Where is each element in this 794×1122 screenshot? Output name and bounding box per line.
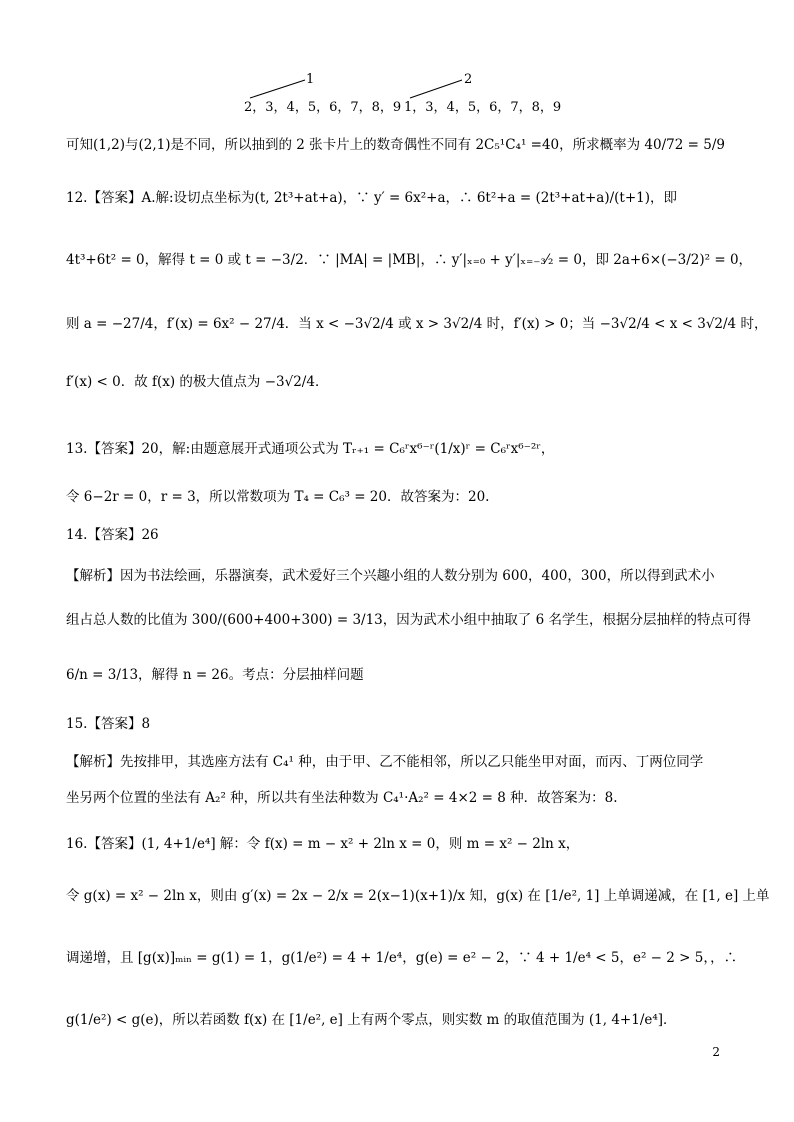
text-line: 令 g(x) = x² − 2ln x，则由 g′(x) = 2x − 2/x = 2(x−1)(x+1)/x 知，g(x) 在 [1/e², 1] 上单调递减，在 [1, e] 上单 — [66, 888, 770, 904]
answer-12-line: 12.【答案】A.解:设切点坐标为(t, 2t³+at+a)，∵ y′ = 6x²+a，∴ 6t²+a = (2t³+at+a)/(t+1)，即 — [66, 190, 678, 206]
text-line: 4t³+6t² = 0，解得 t = 0 或 t = −3/2．∵ |MA| = |MB|，∴ y′|ₓ₌₀ + y′|ₓ₌₋₃⁄₂ = 0，即 2a+6×(−3/2)² = 0， — [66, 252, 753, 268]
answer-13-line: 13.【答案】20，解:由题意展开式通项公式为 Tᵣ₊₁ = C₆ʳx⁶⁻ʳ(1/x)ʳ = C₆ʳx⁶⁻²ʳ， — [66, 441, 555, 457]
text-line: 则 a = −27/4，f′(x) = 6x² − 27/4．当 x < −3√2/4 或 x > 3√2/4 时，f′(x) > 0；当 −3√2/4 < x < 3√2/4 时， — [66, 316, 768, 332]
text-line: 令 6−2r = 0，r = 3，所以常数项为 T₄ = C₆³ = 20．故答案为：20. — [66, 489, 490, 505]
text-line: f′(x) < 0．故 f(x) 的极大值点为 −3√2/4． — [66, 374, 329, 390]
answer-16-line: 16.【答案】(1, 4+1/e⁴] 解：令 f(x) = m − x² + 2ln x = 0，则 m = x² − 2ln x， — [66, 836, 580, 852]
answer-14-line: 14.【答案】26 — [66, 527, 159, 543]
page-number: 2 — [712, 1045, 720, 1059]
text-line: g(1/e²) < g(e)，所以若函数 f(x) 在 [1/e², e] 上有两个零点，则实数 m 的取值范围为 (1, 4+1/e⁴]． — [66, 1012, 677, 1028]
text-line: 坐另两个位置的坐法有 A₂² 种，所以共有坐法种数为 C₄¹·A₂² = 4×2 = 8 种．故答案为：8. — [66, 790, 618, 806]
tree-left-branches: 2，3，4，5，6，7，8，9 — [244, 100, 402, 115]
tree-right-root: 2 — [464, 72, 473, 87]
text-line: 可知(1,2)与(2,1)是不同，所以抽到的 2 张卡片上的数奇偶性不同有 2C₅¹C₄¹ =40，所求概率为 40/72 = 5/9 — [66, 137, 725, 153]
text-line: 6/n = 3/13，解得 n = 26。考点：分层抽样问题 — [66, 667, 364, 683]
text-line: 调递增，且 [g(x)]ₘᵢₙ = g(1) = 1，g(1/e²) = 4 + 1/e⁴，g(e) = e² − 2，∵ 4 + 1/e⁴ < 5，e² − 2 > 5，，∴ — [66, 950, 738, 966]
tree-left-root: 1 — [306, 72, 315, 87]
answer-15-line: 15.【答案】8 — [66, 716, 151, 732]
text-line: 组占总人数的比值为 300/(600+400+300) = 3/13，因为武术小组中抽取了 6 名学生，根据分层抽样的特点可得 — [66, 612, 751, 628]
tree-right-branches: 1，3，4，5，6，7，8，9 — [404, 100, 562, 115]
text-line: 【解析】先按排甲，其选座方法有 C₄¹ 种，由于甲、乙不能相邻，所以乙只能坐甲对面，而丙、丁两位同学 — [66, 754, 704, 770]
text-line: 【解析】因为书法绘画，乐器演奏，武术爱好三个兴趣小组的人数分别为 600，400，300，所以得到武术小 — [66, 568, 715, 584]
